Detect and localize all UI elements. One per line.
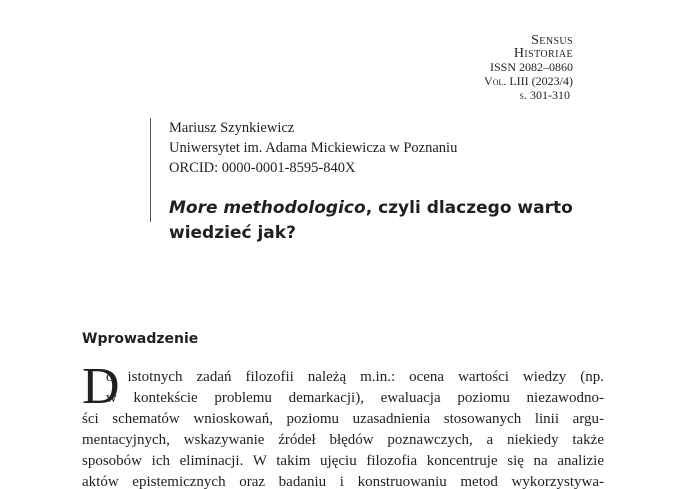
journal-name-line1: Sensus [531,33,573,48]
author-name: Mariusz Szynkiewicz [169,120,295,136]
journal-pages: s. 301-310 [519,88,570,102]
author-orcid: ORCID: 0000-0001-8595-840X [169,160,356,176]
paragraph-line: aktów epistemicznych oraz badaniu i konstruowaniu metod wykorzystywa- [82,474,604,489]
author-block [150,118,606,243]
title-italic-part: More methodologico [169,198,366,218]
journal-info [433,34,573,102]
paragraph-line: ści schematów wnioskowań, poziomu uzasadnienia stosowanych linii argu- [82,411,604,427]
title-line2: wiedzieć jak? [169,223,296,243]
journal-name-line2: Historiae [513,46,573,61]
paragraph-line: mentacyjnych, wskazywanie źródeł błędów poznawczych, a niekiedy także [82,432,604,448]
drop-cap: D [82,358,120,415]
author-affiliation: Uniwersytet im. Adama Mickiewicza w Poznaniu [169,140,458,156]
section-heading: Wprowadzenie [82,331,199,347]
title-rest-line1: , czyli dlaczego warto [365,198,573,218]
paragraph-line: sposobów ich eliminacji. W takim ujęciu filozofia koncentruje się na analizie [82,453,604,469]
article-title [169,196,609,246]
journal-volume: Vol. LIII (2023/4) [484,74,573,88]
journal-issn: ISSN 2082–0860 [489,60,573,74]
paragraph-line: w kontekście problemu demarkacji), ewaluacja poziomu niezawodno- [106,390,604,406]
author-meta [169,118,457,178]
paragraph-line: o istotnych zadań filozofii należą m.in.: ocena wartości wiedzy (np. [106,369,604,385]
body-paragraph [82,367,604,489]
